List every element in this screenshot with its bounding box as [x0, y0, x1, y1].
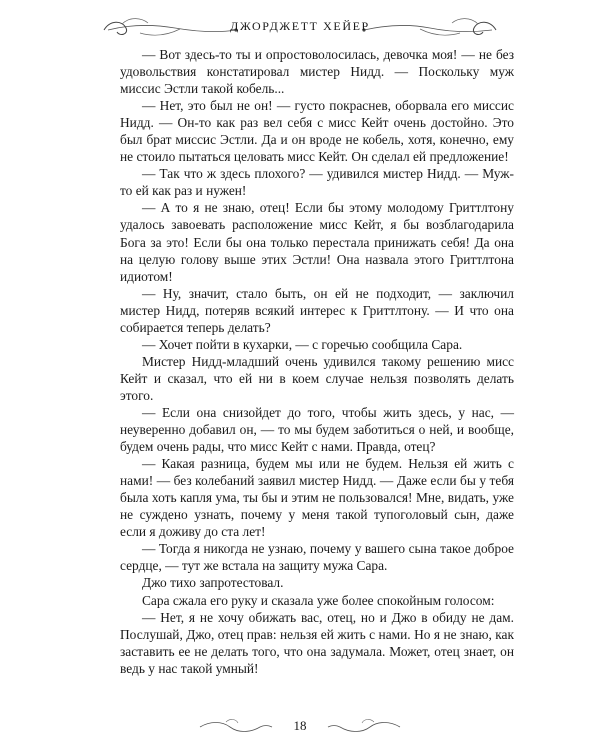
paragraph: — Тогда я никогда не узнаю, почему у вашего сына такое доброе сердце, — тут же встала на защиту мужа Сара.	[120, 541, 514, 574]
paragraph: — Нет, это был не он! — густо покраснев, оборвала его миссис Нидд. — Он-то как раз вел себя с мисс Кейт очень достойно. Это был брат миссис Эстли. Да и он вроде не кобель, хотя, конечно, ему не стоило пытаться целовать мисс Кейт. Он сделал ей предложение!	[120, 98, 514, 165]
paragraph: — Какая разница, будем мы или не будем. Нельзя ей жить с нами! — без колебаний заявил мистер Нидд. — Даже если бы у тебя была хоть капля ума, ты бы и этим не пользовался! Мне, видать, уже не суждено узнать, почему у меня такой тупоголовый сын, даже если я доживу до ста лет!	[120, 456, 514, 540]
paragraph: — Нет, я не хочу обижать вас, отец, но и Джо в обиду не дам. Послушай, Джо, отец прав: нельзя ей жить с нами. Но я не знаю, как заставить ее не делать того, что она задумала. Может, отец знает, он ведь у нас такой умный!	[120, 609, 514, 676]
paragraph: — Ну, значит, стало быть, он ей не подходит, — заключил мистер Нидд, потеряв всякий интерес к Гриттлтону. — И что она собирается теперь делать?	[120, 285, 514, 335]
body-text	[120, 46, 514, 677]
paragraph: Мистер Нидд-младший очень удивился такому решению мисс Кейт и сказал, что ей ни в коем случае нельзя позволять делать этого.	[120, 353, 514, 403]
paragraph: — А то я не знаю, отец! Если бы этому молодому Гриттлтону удалось завоевать расположение мисс Кейт, я бы возблагодарила Бога за это! Если бы она только перестала принижать себя! Да она на целую голову выше этих Эстли! Она назвала этого Гриттлтона идиотом!	[120, 200, 514, 284]
running-title: ДЖОРДЖЕТТ ХЕЙЕР	[230, 19, 370, 33]
paragraph: — Хочет пойти в кухарки, — с горечью сообщила Сара.	[142, 336, 463, 352]
running-header	[0, 10, 600, 40]
page-number: 18	[293, 718, 307, 733]
paragraph: — Если она снизойдет до того, чтобы жить здесь, у нас, — неуверенно добавил он, — то мы будем заботиться о ней, и вообще, будем очень рады, что мисс Кейт с нами. Правда, отец?	[120, 404, 514, 455]
paragraph: Джо тихо запротестовал.	[142, 575, 284, 591]
paragraph: Сара сжала его руку и сказала уже более спокойным голосом:	[142, 592, 495, 608]
paragraph: — Вот здесь-то ты и опростоволосилась, девочка моя! — не без удовольствия констатировал мистер Нидд. — Поскольку муж миссис Эстли такой кобель...	[120, 47, 514, 97]
paragraph: — Так что ж здесь плохого? — удивился мистер Нидд. — Муж-то ей как раз и нужен!	[120, 166, 514, 199]
page-footer	[0, 712, 600, 742]
